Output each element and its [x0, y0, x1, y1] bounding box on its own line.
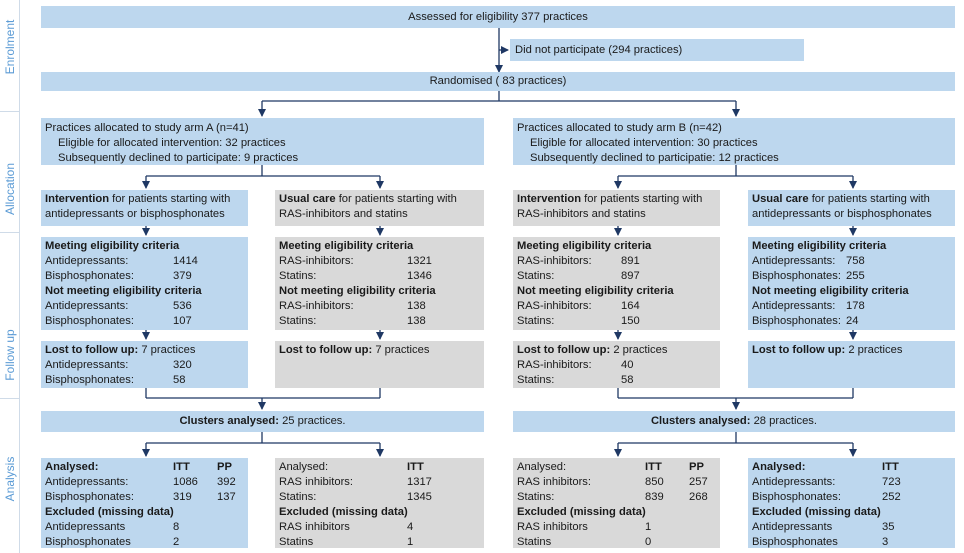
row-label: Bisphosphonates:	[45, 270, 134, 282]
row-label: Antidepressants:	[752, 476, 836, 488]
itt-heading: ITT	[645, 461, 662, 473]
arm-a-declined: Subsequently declined to participate: 9 practices	[58, 152, 299, 164]
lost-label: Lost to follow up:	[45, 344, 139, 356]
clusters-count: 28 practices.	[750, 415, 818, 427]
row-value: 8	[173, 521, 180, 533]
elig-a-usual-care	[275, 237, 484, 330]
row-label: Statins:	[279, 315, 317, 327]
meeting-heading: Meeting eligibility criteria	[752, 240, 887, 252]
lost-label: Lost to follow up:	[752, 344, 846, 356]
stage-label-analysis: Analysis	[3, 456, 17, 502]
assessed-box	[41, 6, 955, 28]
row-label: RAS inhibitors:	[279, 476, 353, 488]
row-value: 4	[407, 521, 414, 533]
row-label: Bisphosphonates:	[752, 491, 841, 503]
did-not-participate-box	[510, 39, 804, 61]
pp-value: 392	[217, 476, 236, 488]
analysis-a-usual-care	[275, 458, 484, 548]
row-label: Antidepressants:	[752, 255, 836, 267]
row-value: 1346	[407, 270, 432, 282]
alloc-rest: for patients starting with	[581, 193, 703, 205]
row-value: 35	[882, 521, 895, 533]
row-value: 1	[645, 521, 652, 533]
row-label: Statins:	[517, 315, 555, 327]
row-label: Bisphosphonates	[45, 536, 131, 548]
assessed-text: Assessed for eligibility 377 practices	[408, 11, 588, 23]
alloc-bold: Usual care	[279, 193, 336, 205]
pp-value: 137	[217, 491, 236, 503]
row-label: Antidepressants:	[45, 255, 129, 267]
analysed-heading: Analysed:	[279, 461, 329, 473]
row-value: 138	[407, 315, 426, 327]
analysis-b-usual-care	[748, 458, 955, 548]
elig-b-usual-care	[748, 237, 955, 330]
row-label: Statins:	[279, 491, 317, 503]
row-label: RAS-inhibitors:	[279, 300, 354, 312]
follow-a-usual-care	[275, 341, 484, 388]
row-label: Statins	[517, 536, 552, 548]
row-value: 138	[407, 300, 426, 312]
row-label: Antidepressants:	[45, 300, 129, 312]
excluded-heading: Excluded (missing data)	[279, 506, 408, 518]
not-meeting-heading: Not meeting eligibility criteria	[279, 285, 436, 297]
row-value: 58	[621, 374, 634, 386]
not-meeting-heading: Not meeting eligibility criteria	[45, 285, 202, 297]
alloc-line2: antidepressants or bisphosphonates	[752, 208, 932, 220]
analysed-heading: Analysed:	[752, 461, 806, 473]
row-label: Bisphosphonates:	[752, 270, 841, 282]
arm-b-box	[513, 118, 955, 165]
lost-label: Lost to follow up:	[279, 344, 373, 356]
arm-b-declined: Subsequently declined to participatie: 12 practices	[530, 152, 779, 164]
row-label: RAS-inhibitors:	[517, 300, 592, 312]
pp-value: 268	[689, 491, 708, 503]
row-label: RAS inhibitors	[279, 521, 350, 533]
row-value: 1321	[407, 255, 432, 267]
meeting-heading: Meeting eligibility criteria	[279, 240, 414, 252]
row-label: Bisphosphonates:	[45, 374, 134, 386]
randomised-box	[41, 72, 955, 91]
row-label: Antidepressants	[45, 521, 126, 533]
elig-b-intervention	[513, 237, 720, 330]
alloc-line2: RAS-inhibitors and statins	[279, 208, 408, 220]
stage-label-enrolment: Enrolment	[3, 19, 17, 75]
itt-value: 839	[645, 491, 664, 503]
pp-heading: PP	[689, 461, 704, 473]
lost-practices: 2 practices	[610, 344, 668, 356]
excluded-heading: Excluded (missing data)	[752, 506, 881, 518]
row-value: 107	[173, 315, 192, 327]
arm-a-title: Practices allocated to study arm A (n=41)	[45, 122, 249, 134]
row-value: 379	[173, 270, 192, 282]
row-label: Antidepressants:	[45, 359, 129, 371]
itt-value: 252	[882, 491, 901, 503]
arm-a-box	[41, 118, 484, 165]
elig-a-intervention	[41, 237, 248, 330]
arm-b-title: Practices allocated to study arm B (n=42)	[517, 122, 722, 134]
itt-value: 723	[882, 476, 901, 488]
row-label: RAS-inhibitors:	[517, 359, 592, 371]
follow-b-intervention	[513, 341, 720, 388]
meeting-heading: Meeting eligibility criteria	[517, 240, 652, 252]
lost-practices: 2 practices	[845, 344, 903, 356]
pp-heading: PP	[217, 461, 232, 473]
alloc-a-intervention	[41, 190, 248, 226]
row-label: Bisphosphonates:	[45, 315, 134, 327]
randomised-text: Randomised ( 83 practices)	[429, 75, 567, 87]
analysis-a-intervention	[41, 458, 248, 548]
row-value: 2	[173, 536, 180, 548]
alloc-line2: RAS-inhibitors and statins	[517, 208, 646, 220]
row-label: Statins:	[279, 270, 317, 282]
stage-label-follow-up: Follow up	[3, 329, 17, 381]
did-not-participate-text: Did not participate (294 practices)	[515, 44, 683, 56]
arm-b-eligible: Eligible for allocated intervention: 30 practices	[530, 137, 758, 149]
lost-practices: 7 practices	[138, 344, 196, 356]
follow-b-usual-care	[748, 341, 955, 388]
lost-label: Lost to follow up:	[517, 344, 611, 356]
row-value: 1414	[173, 255, 198, 267]
row-value: 24	[846, 315, 859, 327]
not-meeting-heading: Not meeting eligibility criteria	[517, 285, 674, 297]
itt-heading: ITT	[407, 461, 424, 473]
row-value: 255	[846, 270, 865, 282]
clusters-label: Clusters analysed:	[650, 415, 751, 427]
meeting-heading: Meeting eligibility criteria	[45, 240, 180, 252]
clusters-label: Clusters analysed:	[179, 415, 279, 427]
row-value: 178	[846, 300, 865, 312]
excluded-heading: Excluded (missing data)	[517, 506, 646, 518]
row-label: Antidepressants:	[45, 476, 129, 488]
row-value: 1	[407, 536, 414, 548]
itt-value: 319	[173, 491, 192, 503]
row-value: 3	[882, 536, 889, 548]
clusters-a-box	[41, 411, 484, 432]
alloc-bold: Intervention	[517, 193, 582, 205]
row-value: 536	[173, 300, 192, 312]
row-label: Bisphosphonates:	[752, 315, 841, 327]
row-label: Statins:	[517, 491, 555, 503]
row-value: 164	[621, 300, 640, 312]
alloc-rest: for patients starting with	[109, 193, 231, 205]
row-label: RAS inhibitors	[517, 521, 588, 533]
follow-a-intervention	[41, 341, 248, 388]
alloc-rest: for patients starting with	[808, 193, 930, 205]
itt-heading: ITT	[882, 461, 899, 473]
row-value: 897	[621, 270, 640, 282]
stage-label-allocation: Allocation	[3, 162, 17, 216]
row-label: Antidepressants:	[752, 300, 836, 312]
not-meeting-heading: Not meeting eligibility criteria	[752, 285, 909, 297]
row-label: RAS-inhibitors:	[517, 255, 592, 267]
clusters-b-box	[513, 411, 955, 432]
analysed-heading: Analysed:	[517, 461, 567, 473]
alloc-b-intervention	[513, 190, 720, 226]
excluded-heading: Excluded (missing data)	[45, 506, 174, 518]
analysed-heading: Analysed:	[45, 461, 99, 473]
itt-value: 1317	[407, 476, 432, 488]
row-value: 0	[645, 536, 652, 548]
alloc-bold: Intervention	[45, 193, 110, 205]
arm-a-eligible: Eligible for allocated intervention: 32 practices	[58, 137, 286, 149]
row-value: 150	[621, 315, 640, 327]
itt-heading: ITT	[173, 461, 190, 473]
itt-value: 1345	[407, 491, 432, 503]
row-value: 320	[173, 359, 192, 371]
clusters-count: 25 practices.	[278, 415, 346, 427]
pp-value: 257	[689, 476, 708, 488]
alloc-line2: antidepressants or bisphosphonates	[45, 208, 225, 220]
row-label: Statins	[279, 536, 314, 548]
analysis-b-intervention	[513, 458, 720, 548]
row-label: RAS-inhibitors:	[279, 255, 354, 267]
row-value: 891	[621, 255, 640, 267]
alloc-bold: Usual care	[752, 193, 809, 205]
alloc-b-usual-care	[748, 190, 955, 226]
alloc-a-usual-care	[275, 190, 484, 226]
row-label: Bisphosphonates:	[45, 491, 134, 503]
row-value: 40	[621, 359, 634, 371]
itt-value: 1086	[173, 476, 198, 488]
row-value: 58	[173, 374, 186, 386]
row-value: 758	[846, 255, 865, 267]
row-label: RAS inhibitors:	[517, 476, 591, 488]
alloc-rest: for patients starting with	[335, 193, 457, 205]
row-label: Antidepressants	[752, 521, 833, 533]
row-label: Bisphosphonates	[752, 536, 838, 548]
itt-value: 850	[645, 476, 664, 488]
lost-practices: 7 practices	[372, 344, 430, 356]
row-label: Statins:	[517, 270, 555, 282]
row-label: Statins:	[517, 374, 555, 386]
